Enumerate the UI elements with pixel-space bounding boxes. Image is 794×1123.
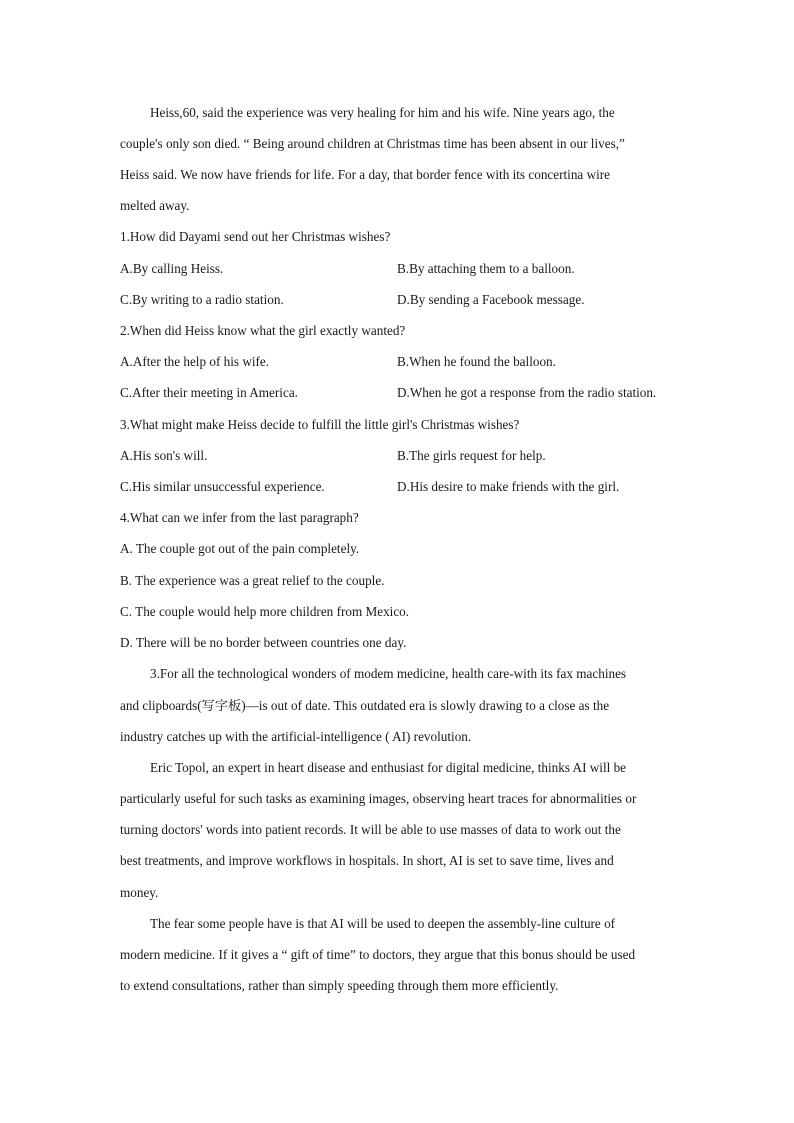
question-stem: 1.How did Dayami send out her Christmas wishes? — [120, 229, 391, 244]
passage-line: Heiss said. We now have friends for life. For a day, that border fence with its concertina wire — [120, 167, 611, 182]
question-option: A.After the help of his wife. — [120, 354, 270, 369]
question-option: C.By writing to a radio station. — [120, 292, 284, 307]
question-option: B.The girls request for help. — [397, 448, 546, 463]
question-stem: 4.What can we infer from the last paragraph? — [120, 510, 359, 525]
question-option: D.By sending a Facebook message. — [397, 292, 585, 307]
question-option: C.After their meeting in America. — [120, 385, 298, 400]
question-option: B.When he found the balloon. — [397, 354, 556, 369]
passage-line: 3.For all the technological wonders of modem medicine, health care-with its fax machines — [150, 666, 627, 681]
passage-line: particularly useful for such tasks as examining images, observing heart traces for abnormalities or — [120, 791, 637, 806]
passage-line: Heiss,60, said the experience was very healing for him and his wife. Nine years ago, the — [150, 105, 615, 120]
question-option: A.His son's will. — [120, 448, 208, 463]
passage-line: Eric Topol, an expert in heart disease and enthusiast for digital medicine, thinks AI will be — [150, 760, 627, 775]
question-option: B.By attaching them to a balloon. — [397, 261, 575, 276]
passage-line: melted away. — [120, 198, 190, 213]
passage-line: money. — [120, 885, 159, 900]
passage-line: industry catches up with the artificial-intelligence ( AI) revolution. — [120, 729, 472, 744]
passage-line: best treatments, and improve workflows in hospitals. In short, AI is set to save time, lives and — [120, 853, 614, 868]
passage-line: and clipboards(写字板)—is out of date. This outdated era is slowly drawing to a close as the — [120, 698, 610, 713]
question-option: A. The couple got out of the pain completely. — [120, 541, 360, 556]
question-option: C.His similar unsuccessful experience. — [120, 479, 325, 494]
passage-line: couple's only son died. “ Being around children at Christmas time has been absent in our lives,” — [120, 136, 625, 151]
question-option: D. There will be no border between countries one day. — [120, 635, 407, 650]
question-option: B. The experience was a great relief to the couple. — [120, 573, 385, 588]
question-stem: 3.What might make Heiss decide to fulfill the little girl's Christmas wishes? — [120, 417, 520, 432]
passage-line: modern medicine. If it gives a “ gift of time” to doctors, they argue that this bonus should be used — [120, 947, 636, 962]
passage-line: The fear some people have is that AI will be used to deepen the assembly-line culture of — [150, 916, 616, 931]
question-option: D.When he got a response from the radio station. — [397, 385, 657, 400]
passage-line: to extend consultations, rather than simply speeding through them more efficiently. — [120, 978, 559, 993]
passage-line: turning doctors' words into patient records. It will be able to use masses of data to work out the — [120, 822, 621, 837]
question-option: D.His desire to make friends with the girl. — [397, 479, 620, 494]
question-option: A.By calling Heiss. — [120, 261, 224, 276]
question-option: C. The couple would help more children from Mexico. — [120, 604, 410, 619]
question-stem: 2.When did Heiss know what the girl exactly wanted? — [120, 323, 406, 338]
